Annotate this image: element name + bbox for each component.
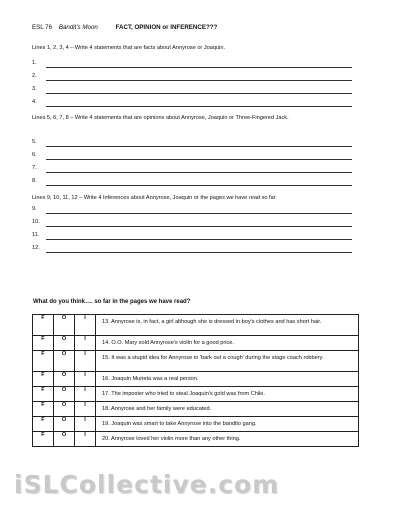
answer-line-8[interactable] (32, 178, 352, 188)
table-row (33, 372, 359, 387)
answer-line-12[interactable] (32, 245, 352, 255)
opinions-instruction: Lines 5, 6, 7, 8 – Write 4 statements that are opinions about Annyrose, Joaquin or Three-Fingered Jack. (32, 115, 289, 121)
foi-table (32, 314, 359, 447)
statement-text: 20. Annyrose loved her violin more than any other thing. (96, 432, 359, 447)
opinion-choice[interactable]: O (54, 315, 75, 336)
fact-choice[interactable]: F (33, 432, 54, 447)
opinion-choice[interactable]: O (54, 351, 75, 372)
inference-choice[interactable]: I (75, 351, 96, 372)
writing-line (46, 159, 352, 160)
answer-line-11[interactable] (32, 232, 352, 242)
line-number: 6. (32, 152, 37, 158)
line-number: 5. (32, 139, 37, 145)
answer-line-4[interactable] (32, 99, 352, 109)
fact-choice[interactable]: F (33, 336, 54, 351)
opinion-choice[interactable]: O (54, 387, 75, 402)
writing-line (46, 67, 352, 68)
table-row (33, 315, 359, 336)
writing-line (46, 213, 352, 214)
table-row (33, 432, 359, 447)
line-number: 12. (32, 245, 40, 251)
line-number: 2. (32, 73, 37, 79)
writing-line (46, 226, 352, 227)
table-row (33, 351, 359, 372)
worksheet-header (32, 24, 217, 31)
answer-line-6[interactable] (32, 152, 352, 162)
worksheet-title: FACT, OPINION or INFERENCE??? (115, 24, 218, 31)
inference-choice[interactable]: I (75, 372, 96, 387)
opinion-choice[interactable]: O (54, 432, 75, 447)
line-number: 4. (32, 99, 37, 105)
inferences-instruction: Lines 9, 10, 11, 12 – Write 4 Inferences about Annyrose, Joaquin or the pages we have read so far (32, 195, 276, 201)
table-row (33, 402, 359, 417)
answer-line-2[interactable] (32, 73, 352, 83)
writing-line (46, 239, 352, 240)
answer-line-5[interactable] (32, 139, 352, 149)
line-number: 11. (32, 232, 40, 238)
fact-choice[interactable]: F (33, 402, 54, 417)
statement-text: 15. It was a stupid idea for Annyrose to 'bark out a cough' during the stage coach robbery. (96, 351, 359, 372)
inference-choice[interactable]: I (75, 387, 96, 402)
statement-text: 16. Joaquin Murieta was a real person. (96, 372, 359, 387)
line-number: 1. (32, 60, 37, 66)
fact-choice[interactable]: F (33, 417, 54, 432)
inference-choice[interactable]: I (75, 315, 96, 336)
line-number: 3. (32, 86, 37, 92)
writing-line (46, 106, 352, 107)
answer-line-9[interactable] (32, 206, 352, 216)
table-row (33, 387, 359, 402)
course-code: ESL 76 (32, 24, 53, 31)
inference-choice[interactable]: I (75, 402, 96, 417)
inference-choice[interactable]: I (75, 417, 96, 432)
opinion-choice[interactable]: O (54, 336, 75, 351)
writing-line (46, 252, 352, 253)
inference-choice[interactable]: I (75, 336, 96, 351)
fact-choice[interactable]: F (33, 315, 54, 336)
statement-text: 17. The imposter who tried to steal Joaquin's gold was from Chile. (96, 387, 359, 402)
fact-choice[interactable]: F (33, 372, 54, 387)
book-title: Bandit's Moon (58, 24, 98, 31)
opinion-choice[interactable]: O (54, 417, 75, 432)
answer-line-10[interactable] (32, 219, 352, 229)
statement-text: 19. Joaquin was smart to take Annyrose into the bandito gang. (96, 417, 359, 432)
line-number: 10. (32, 219, 40, 225)
writing-line (46, 146, 352, 147)
answer-line-1[interactable] (32, 60, 352, 70)
line-number: 7. (32, 165, 37, 171)
line-number: 8. (32, 178, 37, 184)
writing-line (46, 185, 352, 186)
inference-choice[interactable]: I (75, 432, 96, 447)
watermark-logo: iSLCollective.com (14, 470, 280, 499)
statement-text: 13. Annyrose is, in fact, a girl although she is dressed in boy's clothes and has short hair. (96, 315, 359, 336)
writing-line (46, 93, 352, 94)
writing-line (46, 172, 352, 173)
statement-text: 18. Annyrose and her family were educated. (96, 402, 359, 417)
opinion-choice[interactable]: O (54, 372, 75, 387)
fact-choice[interactable]: F (33, 351, 54, 372)
table-row (33, 417, 359, 432)
question-heading: What do you think…. so far in the pages we have read? (33, 299, 191, 305)
line-number: 9. (32, 206, 37, 212)
fact-choice[interactable]: F (33, 387, 54, 402)
statement-text: 14. O.O. Mary sold Annyrose's violin for a good price. (96, 336, 359, 351)
opinion-choice[interactable]: O (54, 402, 75, 417)
table-row (33, 336, 359, 351)
facts-instruction: Lines 1, 2, 3, 4 – Write 4 statements that are facts about Annyrose or Joaquin. (32, 45, 225, 51)
writing-line (46, 80, 352, 81)
answer-line-3[interactable] (32, 86, 352, 96)
answer-line-7[interactable] (32, 165, 352, 175)
